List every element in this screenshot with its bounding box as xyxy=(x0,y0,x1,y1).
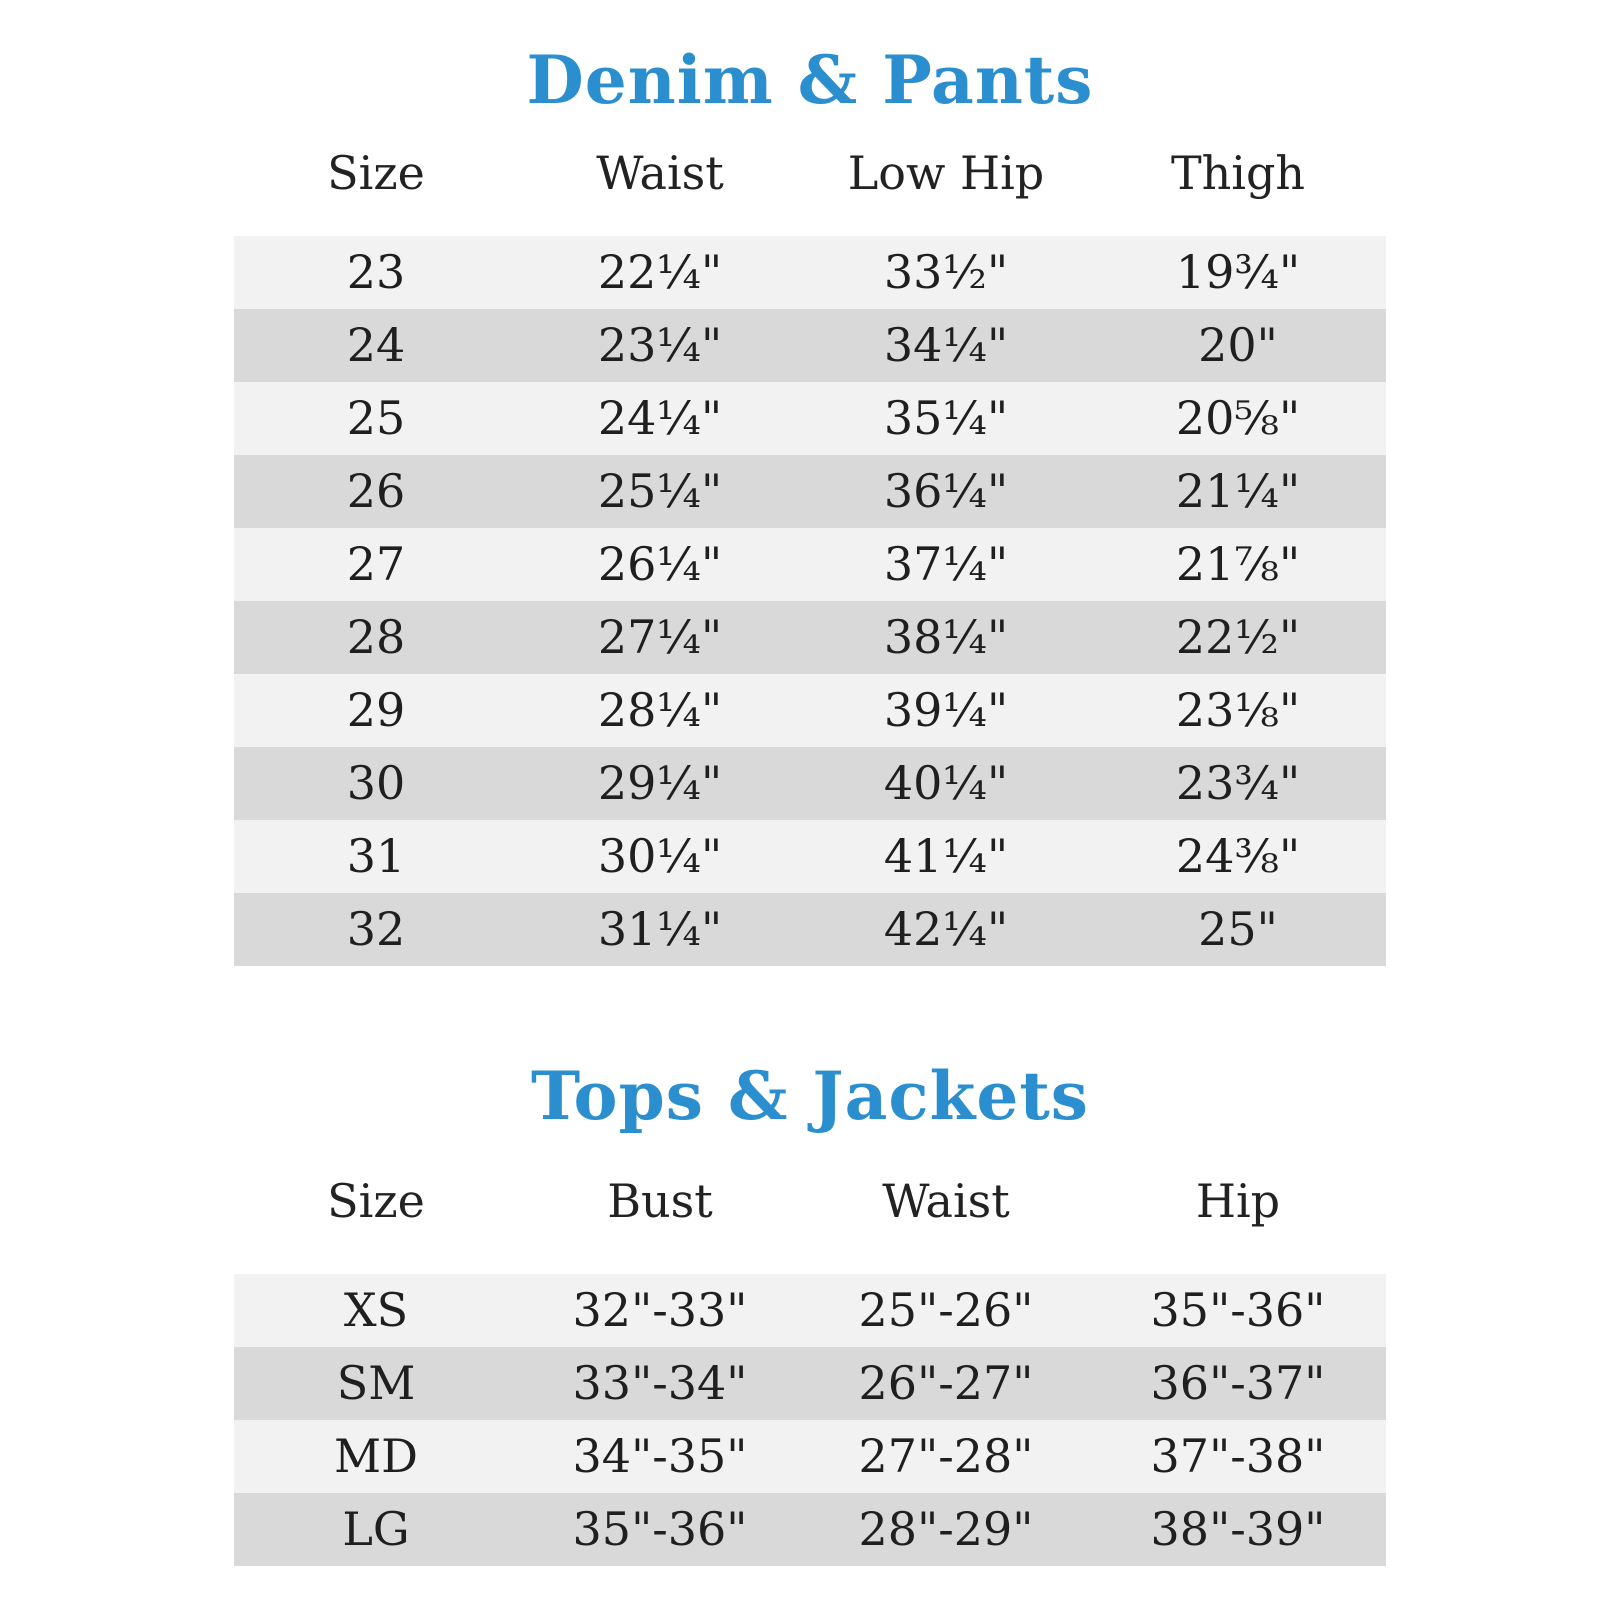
low-hip-cell: 42¼" xyxy=(883,902,1009,956)
denim-size-table xyxy=(234,236,1386,966)
bust-cell: 35"-36" xyxy=(572,1502,748,1556)
tops-header-row xyxy=(0,1166,1600,1236)
waist-cell: 25"-26" xyxy=(858,1283,1034,1337)
size-cell: 25 xyxy=(346,391,406,445)
low-hip-cell: 35¼" xyxy=(883,391,1009,445)
table-row xyxy=(234,601,1386,674)
thigh-cell: 20⅝" xyxy=(1175,391,1301,445)
size-cell: 28 xyxy=(346,610,406,664)
waist-cell: 22¼" xyxy=(597,245,723,299)
bust-cell: 34"-35" xyxy=(572,1429,748,1483)
table-row xyxy=(234,528,1386,601)
tops-jackets-title: Tops & Jackets xyxy=(531,1057,1089,1135)
hip-cell: 35"-36" xyxy=(1150,1283,1326,1337)
denim-header-row xyxy=(0,138,1600,208)
denim-header-low-hip: Low Hip xyxy=(847,146,1045,200)
denim-pants-title: Denim & Pants xyxy=(526,41,1094,119)
tops-header-hip: Hip xyxy=(1195,1174,1281,1228)
low-hip-cell: 39¼" xyxy=(883,683,1009,737)
size-cell: LG xyxy=(342,1502,410,1556)
size-cell: 26 xyxy=(346,464,406,518)
waist-cell: 31¼" xyxy=(597,902,723,956)
thigh-cell: 22½" xyxy=(1175,610,1301,664)
table-row xyxy=(234,1420,1386,1493)
waist-cell: 26¼" xyxy=(597,537,723,591)
waist-cell: 25¼" xyxy=(597,464,723,518)
table-row xyxy=(234,893,1386,966)
low-hip-cell: 40¼" xyxy=(883,756,1009,810)
table-row xyxy=(234,236,1386,309)
waist-cell: 28"-29" xyxy=(858,1502,1034,1556)
tops-header-size: Size xyxy=(327,1174,425,1228)
tops-header-bust: Bust xyxy=(607,1174,713,1228)
table-row xyxy=(234,455,1386,528)
denim-header-size: Size xyxy=(327,146,425,200)
size-cell: MD xyxy=(334,1429,418,1483)
size-cell: 32 xyxy=(346,902,406,956)
waist-cell: 27¼" xyxy=(597,610,723,664)
size-cell: XS xyxy=(343,1283,409,1337)
low-hip-cell: 41¼" xyxy=(883,829,1009,883)
waist-cell: 29¼" xyxy=(597,756,723,810)
low-hip-cell: 33½" xyxy=(883,245,1009,299)
table-row xyxy=(234,820,1386,893)
size-cell: 31 xyxy=(346,829,406,883)
size-cell: 27 xyxy=(346,537,406,591)
hip-cell: 37"-38" xyxy=(1150,1429,1326,1483)
low-hip-cell: 37¼" xyxy=(883,537,1009,591)
denim-header-waist: Waist xyxy=(596,146,724,200)
thigh-cell: 19¾" xyxy=(1175,245,1301,299)
table-row xyxy=(234,1347,1386,1420)
thigh-cell: 25" xyxy=(1198,902,1278,956)
waist-cell: 23¼" xyxy=(597,318,723,372)
table-row xyxy=(234,1274,1386,1347)
waist-cell: 28¼" xyxy=(597,683,723,737)
size-cell: SM xyxy=(336,1356,416,1410)
table-row xyxy=(234,309,1386,382)
low-hip-cell: 38¼" xyxy=(883,610,1009,664)
hip-cell: 36"-37" xyxy=(1150,1356,1326,1410)
bust-cell: 32"-33" xyxy=(572,1283,748,1337)
table-row xyxy=(234,674,1386,747)
waist-cell: 30¼" xyxy=(597,829,723,883)
thigh-cell: 23¾" xyxy=(1175,756,1301,810)
size-cell: 29 xyxy=(346,683,406,737)
low-hip-cell: 34¼" xyxy=(883,318,1009,372)
thigh-cell: 20" xyxy=(1198,318,1278,372)
thigh-cell: 24⅜" xyxy=(1175,829,1301,883)
table-row xyxy=(234,382,1386,455)
low-hip-cell: 36¼" xyxy=(883,464,1009,518)
waist-cell: 24¼" xyxy=(597,391,723,445)
table-row xyxy=(234,747,1386,820)
thigh-cell: 23⅛" xyxy=(1175,683,1301,737)
hip-cell: 38"-39" xyxy=(1150,1502,1326,1556)
denim-header-thigh: Thigh xyxy=(1170,146,1306,200)
bust-cell: 33"-34" xyxy=(572,1356,748,1410)
size-cell: 24 xyxy=(346,318,406,372)
thigh-cell: 21⅞" xyxy=(1175,537,1301,591)
size-cell: 30 xyxy=(346,756,406,810)
table-row xyxy=(234,1493,1386,1566)
thigh-cell: 21¼" xyxy=(1175,464,1301,518)
tops-header-waist: Waist xyxy=(882,1174,1010,1228)
waist-cell: 27"-28" xyxy=(858,1429,1034,1483)
tops-size-table xyxy=(234,1274,1386,1566)
waist-cell: 26"-27" xyxy=(858,1356,1034,1410)
size-cell: 23 xyxy=(346,245,406,299)
